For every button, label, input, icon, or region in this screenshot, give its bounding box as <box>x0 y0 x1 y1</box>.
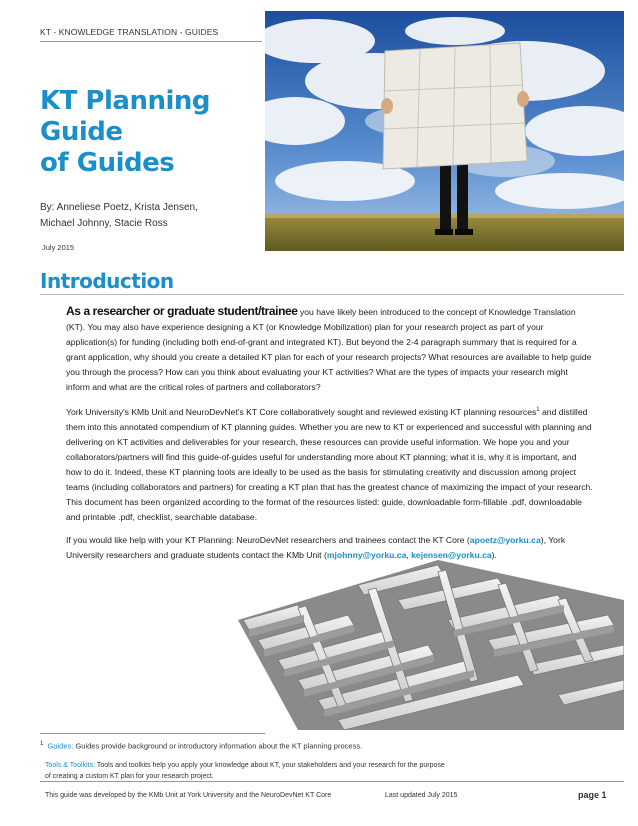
authors-line-1: By: Anneliese Poetz, Krista Jensen, <box>40 202 198 213</box>
intro-paragraph-1-text: you have likely been introduced to the concept of Knowledge Translation (KT). You may also have experience designing a KT (or Knowledge Mobilization) plan for your research project as part of your application(s) for funding (including both end-of-grant and integrated KT). But beyond the 2-4 paragraph summary that is required for a grant application, why should you create a detailed KT plan for each of your research projects? What resources are available to help guide you through the process? How can you think about evaluating your KT activities? What are the types of impacts your research might inform and what are the critical roles of partners and collaborators? <box>66 307 592 392</box>
authors-line-2: Michael Johnny, Stacie Ross <box>40 218 168 229</box>
intro-paragraph-3-text-b: ), York University researchers and graduate students contact the KMb Unit ( <box>66 534 566 560</box>
intro-paragraph-2-text-a: York University's KMb Unit and NeuroDevNet's KT Core collaboratively sought and reviewed existing KT planning resources <box>66 406 537 417</box>
footnote-tools-text: Tools and toolkits help you apply your knowledge about KT, your stakeholders and your research for the purpose of creating a custom KT plan for your research project. <box>45 762 445 780</box>
intro-paragraph-1 <box>66 304 594 395</box>
email-link-mjohnny[interactable]: mjohnny@yorku.ca <box>326 549 407 560</box>
intro-paragraph-2-text-b: and distilled them into this annotated compendium of KT planning guides. Whether you are new to KT or experienced and successful with planning and delivering on KT activities and deliverables for your research, these resources can provide useful information. We hope you and your collaborators/partners will find this guide-of-guides useful for understanding more about KT planning; what it is, why it is important, and how to do it. Indeed, these KT planning tools are ideally to be used as the basis for stimulating creativity and discussion among project teams (including collaborators and partners) for creating a KT plan that has the greatest chance of maximizing the impact of your research. This document has been organized according to the format of the resources listed: guide, downloadable form-fillable .pdf, downloadable and printable .pdf, checklist, searchable database. <box>66 406 593 522</box>
footer-divider <box>40 781 624 782</box>
intro-paragraph-3-text-a: If you would like help with your KT Planning: NeuroDevNet researchers and trainees contact the KT Core ( <box>66 534 470 545</box>
page-number: page 1 <box>578 790 607 800</box>
intro-lead-phrase: As a researcher or graduate student/trainee <box>66 304 298 318</box>
footnote-divider <box>40 733 265 734</box>
intro-paragraph-3 <box>66 533 594 563</box>
intro-paragraph-2 <box>66 403 594 525</box>
email-link-apoetz[interactable]: apoetz@yorku.ca <box>469 534 541 545</box>
footer-credit: This guide was developed by the KMb Unit at York University and the NeuroDevNet KT Core <box>45 792 332 799</box>
footnote-guides-text: Guides provide background or introductory information about the KT planning process. <box>73 741 363 751</box>
introduction-body <box>66 304 594 571</box>
footnote-tools-term: Tools & Toolkits: <box>45 762 96 769</box>
publication-date: July 2015 <box>42 243 75 252</box>
introduction-heading: Introduction <box>40 269 174 293</box>
footnote-1 <box>40 741 362 751</box>
maze-image <box>238 560 624 730</box>
person-holding-map-image <box>265 11 624 251</box>
footnote-number: 1 <box>40 741 44 747</box>
title-line-2: Guide <box>40 117 123 147</box>
title-line-1: KT Planning <box>40 86 210 116</box>
document-title <box>40 86 260 179</box>
footnote-reference[interactable]: 1 <box>536 407 540 413</box>
intro-paragraph-3-text-c: ). <box>491 549 497 560</box>
footer-last-updated: Last updated July 2015 <box>385 792 458 799</box>
footnote-2 <box>45 760 445 782</box>
introduction-divider <box>40 294 624 295</box>
authors <box>40 200 260 232</box>
header-label: KT - KNOWLEDGE TRANSLATION - GUIDES <box>40 27 219 37</box>
title-line-3: of Guides <box>40 148 175 178</box>
header-divider <box>40 41 262 42</box>
email-separator: , <box>406 549 412 560</box>
email-link-kejensen[interactable]: kejensen@yorku.ca <box>411 549 492 560</box>
footnote-guides-term: Guides: <box>47 741 74 751</box>
